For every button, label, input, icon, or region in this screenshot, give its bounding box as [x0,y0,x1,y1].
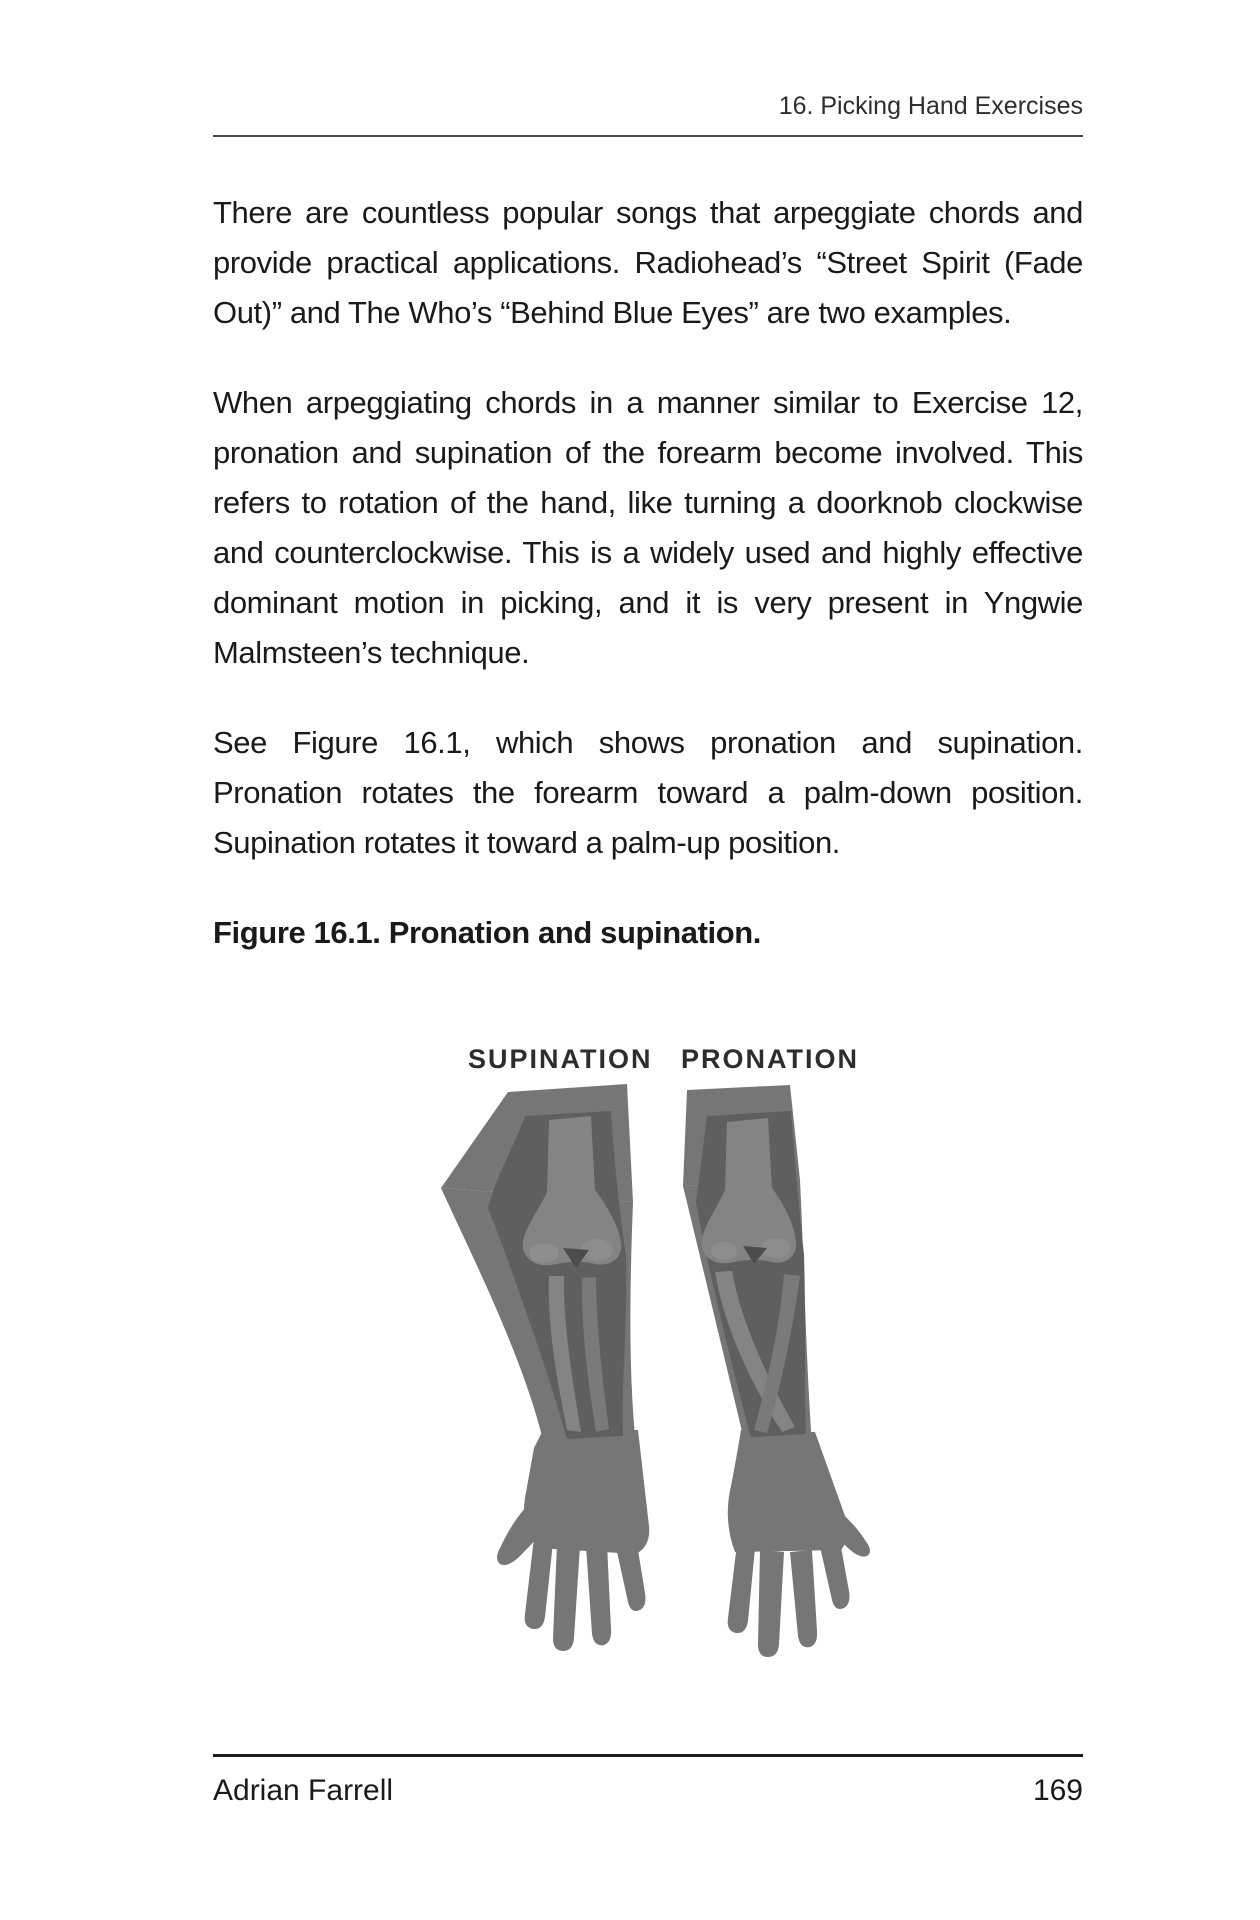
figure-label-supination: SUPINATION [468,1044,653,1074]
page-content [213,188,1083,998]
footer-rule [213,1754,1083,1757]
figure-label-pronation: PRONATION [681,1044,859,1074]
figure-caption: Figure 16.1. Pronation and supination. [213,915,762,950]
supination-arm-illustration [430,1080,650,1670]
pronation-arm-illustration [655,1080,885,1670]
paragraph-intro-songs: There are countless popular songs that arpeggiate chords and provide practical applications. Radiohead’s “Street Spirit (Fade Out)” and The Who’s “Behind Blue Eyes” are two examples. [213,195,1083,330]
page-header-title: 16. Picking Hand Exercises [778,92,1083,120]
header-rule [213,135,1083,137]
paragraph-see-figure: See Figure 16.1, which shows pronation and supination. Pronation rotates the forearm toward a palm-down position. Supination rotates it toward a palm-up position. [213,725,1083,860]
footer-author: Adrian Farrell [213,1774,394,1807]
page-number: 169 [1032,1774,1083,1807]
paragraph-pronation-supination: When arpeggiating chords in a manner similar to Exercise 12, pronation and supination of the forearm become involved. This refers to rotation of the hand, like turning a doorknob clockwise and counterclockwise. This is a widely used and highly effective dominant motion in picking, and it is very present in Yngwie Malmsteen’s technique. [213,385,1083,670]
